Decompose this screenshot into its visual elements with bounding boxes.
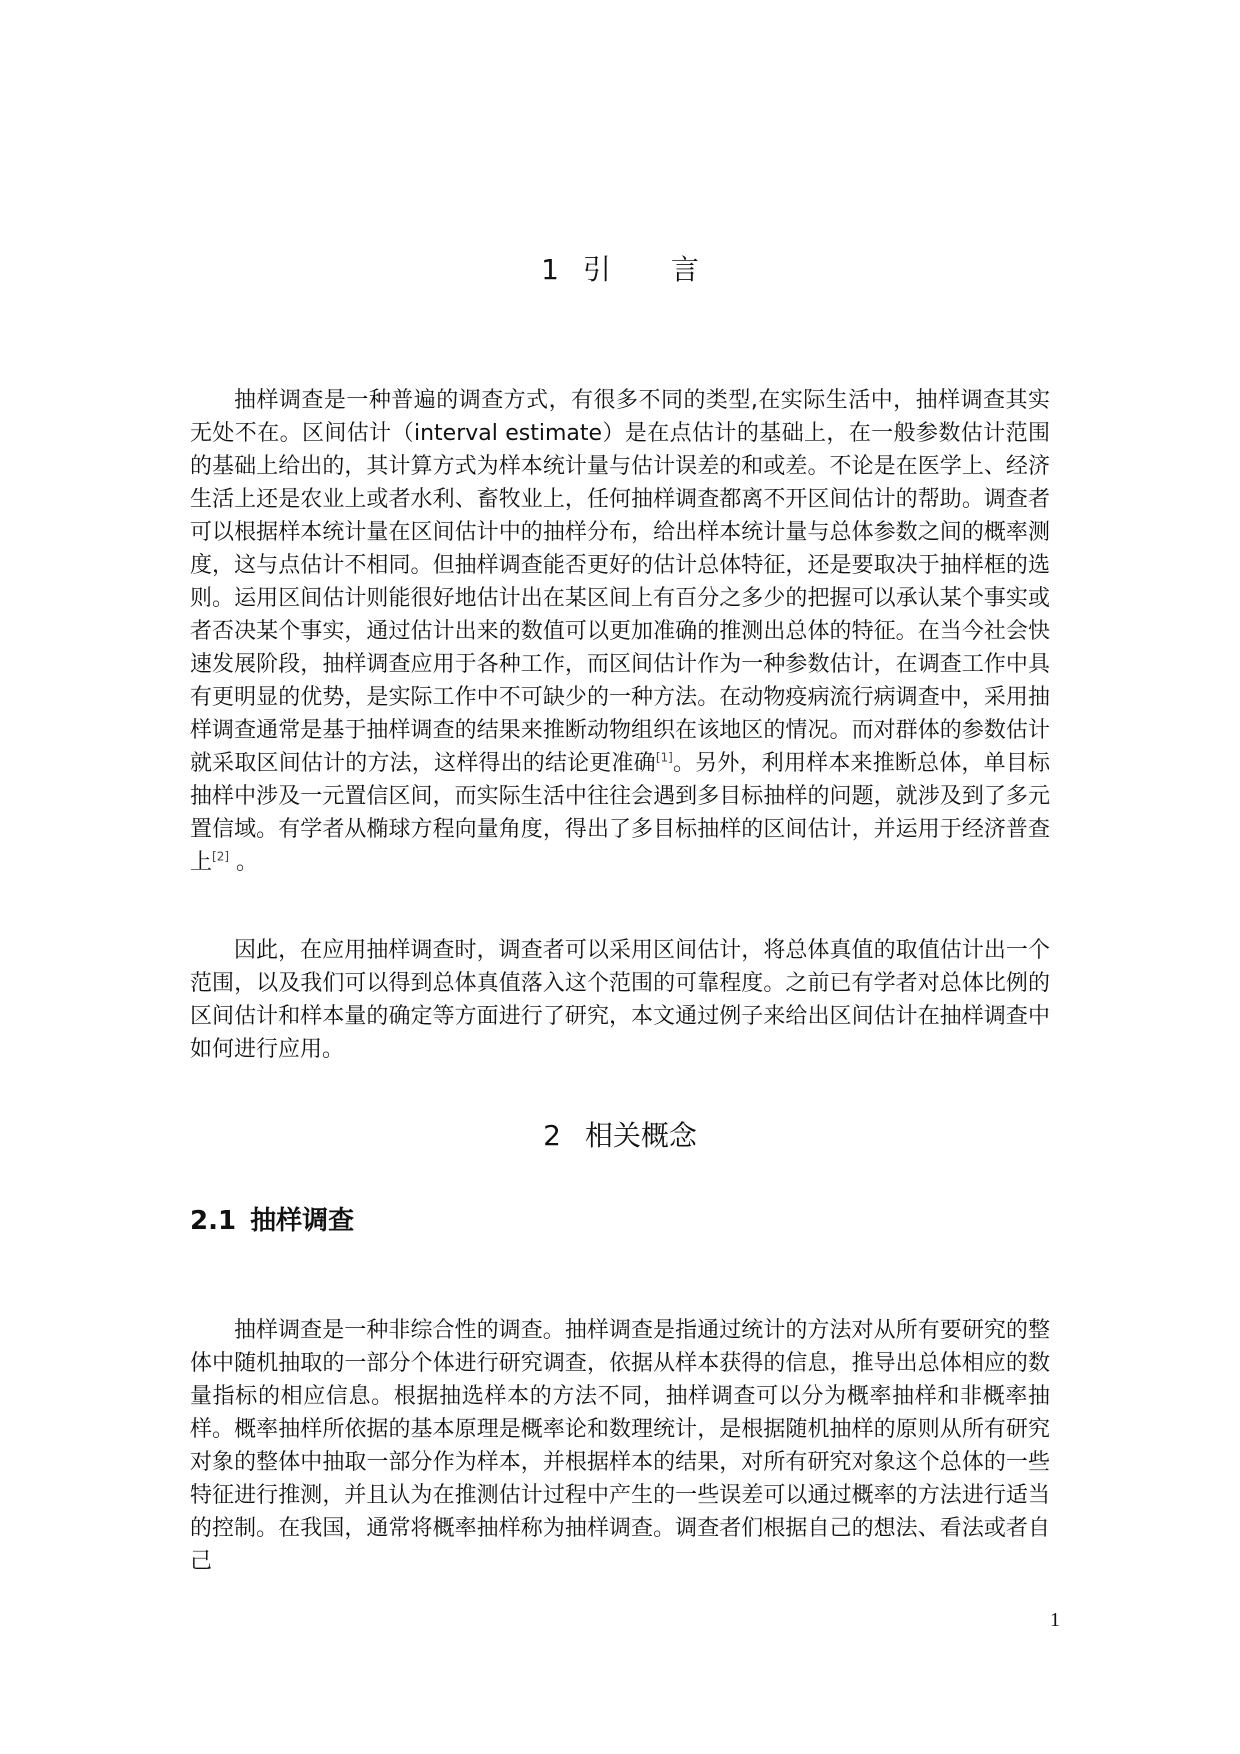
section-2-1-title: 抽样调查	[250, 1206, 355, 1236]
section-1-title: 引言	[582, 253, 759, 286]
page-number: 1	[1050, 1609, 1060, 1631]
section-2-title: 相关概念	[584, 1119, 697, 1152]
paragraph-text: 。	[229, 850, 259, 875]
citation-ref-1[interactable]: [1]	[655, 750, 673, 765]
section-2-number: 2	[543, 1119, 561, 1152]
section-1-number: 1	[541, 253, 559, 286]
section-2-heading	[0, 1118, 1240, 1154]
paragraph-text: 抽样调查是一种普遍的调查方式，有很多不同的类型,在实际生活中，抽样调查其实无处不在。区间估计（interval estimate）是在点估计的基础上，在一般参数估计范围的基础上给出的，其计算方式为样本统计量与估计误差的和或差。不论是在医学上、经济生活上还是农业上或者水利、畜牧业上，任何抽样调查都离不开区间估计的帮助。调查者可以根据样本统计量在区间估计中的抽样分布，给出样本统计量与总体参数之间的概率测度，这与点估计不相同。但抽样调查能否更好的估计总体特征，还是要取决于抽样框的选则。运用区间估计则能很好地估计出在某区间上有百分之多少的把握可以承认某个事实或者否决某个事实，通过估计出来的数值可以更加准确的推测出总体的特征。在当今社会快速发展阶段，抽样调查应用于各种工作，而区间估计作为一种参数估计，在调查工作中具有更明显的优势，是实际工作中不可缺少的一种方法。在动物疫病流行病调查中，采用抽样调查通常是基于抽样调查的结果来推断动物组织在该地区的情况。而对群体的参数估计就采取区间估计的方法，这样得出的结论更准确	[190, 388, 1050, 776]
section-2-1-heading	[190, 1204, 354, 1238]
section-1-heading	[0, 252, 1240, 288]
section-2-1-paragraph-1: 抽样调查是一种非综合性的调查。抽样调查是指通过统计的方法对从所有要研究的整体中随机抽取的一部分个体进行研究调查，依据从样本获得的信息，推导出总体相应的数量指标的相应信息。根据抽选样本的方法不同，抽样调查可以分为概率抽样和非概率抽样。概率抽样所依据的基本原理是概率论和数理统计，是根据随机抽样的原则从所有研究对象的整体中抽取一部分作为样本，并根据样本的结果，对所有研究对象这个总体的一些特征进行推测，并且认为在推测估计过程中产生的一些误差可以通过概率的方法进行适当的控制。在我国，通常将概率抽样称为抽样调查。调查者们根据自己的想法、看法或者自己	[190, 1318, 1050, 1574]
citation-ref-2[interactable]: [2]	[212, 849, 230, 864]
section-2-1-number: 2.1	[190, 1206, 237, 1236]
paragraph-text: 。另外，利用样本来推断总体，单目标抽样中涉及一元置信区间，而实际生活中往往会遇到多目标抽样的问题，就涉及到了多元置信域。有学者从椭球方程向量角度，得出了多目标抽样的区间估计，并运用于经济普查上	[190, 751, 1050, 875]
section-1-paragraph-1	[190, 384, 1050, 879]
section-1-paragraph-2: 因此，在应用抽样调查时，调查者可以采用区间估计，将总体真值的取值估计出一个范围，以及我们可以得到总体真值落入这个范围的可靠程度。之前已有学者对总体比例的区间估计和样本量的确定等方面进行了研究，本文通过例子来给出区间估计在抽样调查中如何进行应用。	[190, 938, 1050, 1062]
